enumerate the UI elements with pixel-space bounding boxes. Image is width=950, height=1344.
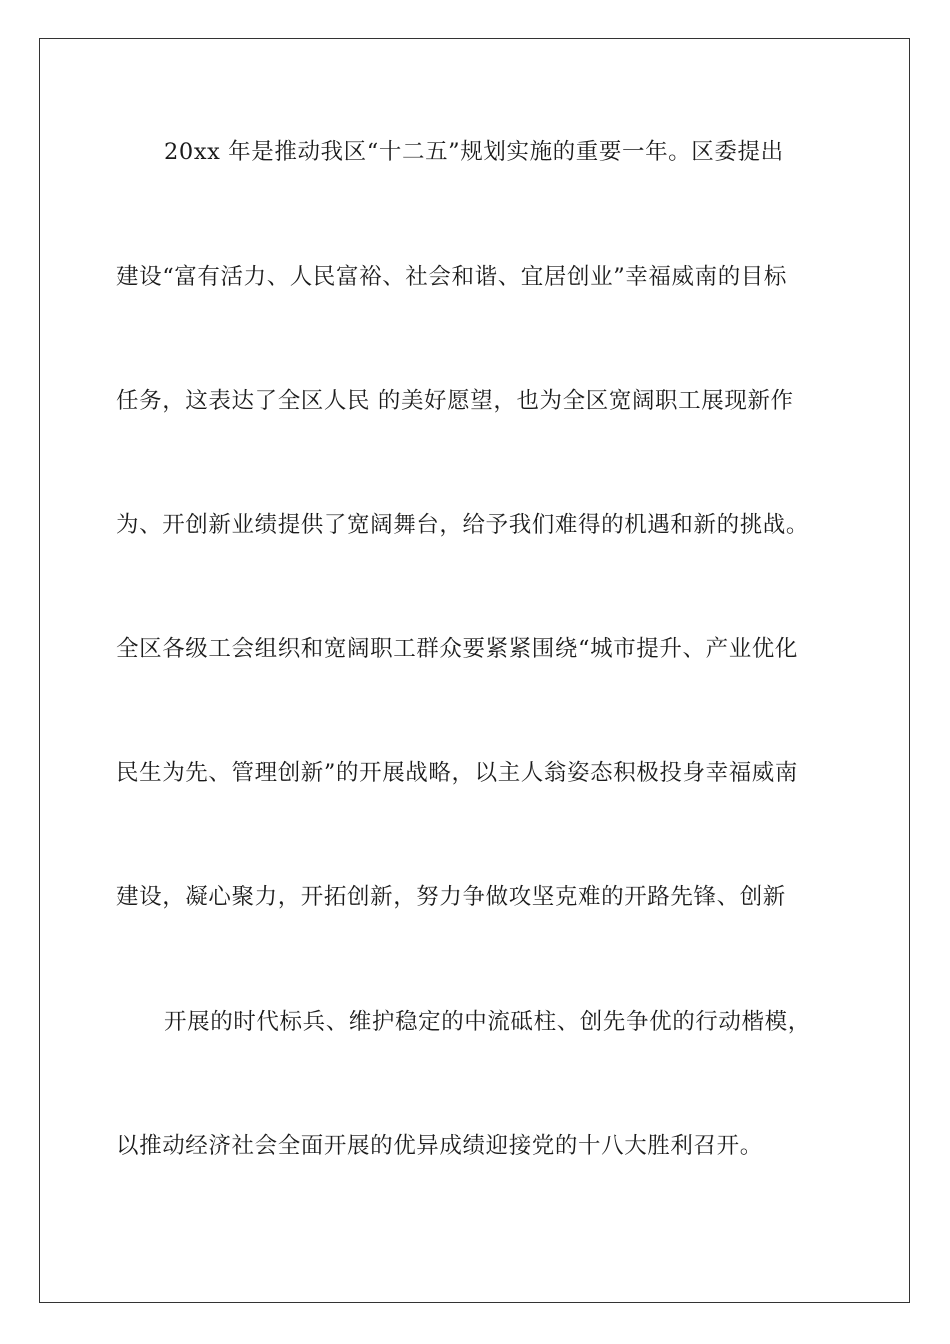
paragraph-line: 建设，凝心聚力，开拓创新，努力争做攻坚克难的开路先锋、创新 bbox=[116, 884, 786, 910]
paragraph-line: 20xx 年是推动我区“十二五”规划实施的重要一年。区委提出 bbox=[164, 139, 784, 165]
paragraph-line: 民生为先、管理创新”的开展战略，以主人翁姿态积极投身幸福威南 bbox=[116, 760, 799, 786]
paragraph-line: 任务，这表达了全区人民 的美好愿望，也为全区宽阔职工展现新作 bbox=[116, 388, 794, 414]
paragraph-line: 为、开创新业绩提供了宽阔舞台，给予我们难得的机遇和新的挑战。 bbox=[116, 512, 810, 538]
paragraph-line: 开展的时代标兵、维护稳定的中流砥柱、创先争优的行动楷模， bbox=[164, 1009, 811, 1035]
paragraph-line: 以推动经济社会全面开展的优异成绩迎接党的十八大胜利召开。 bbox=[116, 1133, 763, 1159]
page-border bbox=[39, 38, 910, 1303]
paragraph-line: 建设“富有活力、人民富裕、社会和谐、宜居创业”幸福威南的目标 bbox=[116, 264, 788, 290]
paragraph-line: 全区各级工会组织和宽阔职工群众要紧紧围绕“城市提升、产业优化 bbox=[116, 636, 799, 662]
